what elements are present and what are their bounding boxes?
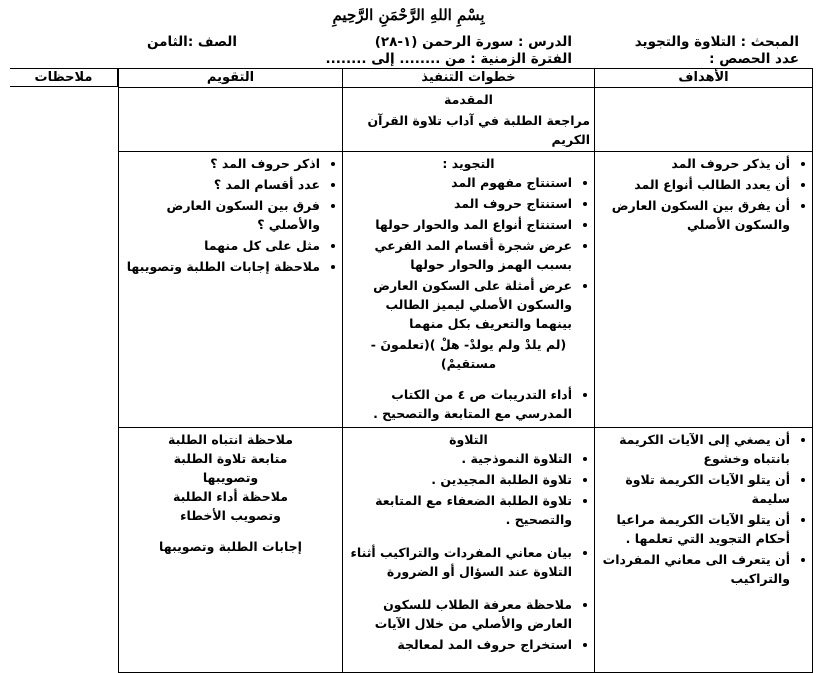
list-item: • أن يذكر حروف المد: [599, 154, 790, 173]
recitation-steps-cell: [343, 428, 595, 673]
lesson-label: الدرس : سورة الرحمن (١-٢٨): [374, 34, 572, 50]
steps-header: خطوات التنفيذ: [343, 69, 595, 88]
list-item: • استخراج حروف المد لمعالجة: [347, 635, 572, 654]
notes-column: [10, 68, 118, 87]
lesson-table: [118, 68, 813, 673]
list-item: • اذكر حروف المد ؟: [123, 154, 320, 173]
recitation-row: [119, 428, 813, 673]
list-item: • أن يعدد الطالب أنواع المد: [599, 175, 790, 194]
intro-row: [119, 88, 813, 152]
list-item: • استنتاج مفهوم المد: [347, 173, 572, 192]
tajweed-objectives-cell: [595, 152, 813, 428]
tajweed-row: [119, 152, 813, 428]
evaluation-line: وتصويب الأخطاء: [180, 508, 281, 523]
list-item: • عرض أمثلة على السكون العارض والسكون الأصلي ليميز الطالب بينهما والتعريف بكل منهما: [347, 276, 572, 333]
intro-text: مراجعة الطلبة في آداب تلاوة القرآن الكريم: [367, 113, 590, 147]
list-item: • أن يصغي إلى الآيات الكريمة بانتباه وخشوع: [599, 430, 790, 468]
notes-header: ملاحظات: [10, 68, 118, 87]
list-item: • أن يتلو الآيات الكريمة تلاوة سليمة: [599, 470, 790, 508]
list-item: • أداء التدريبات ص ٤ من الكتاب المدرسي مع المتابعة والتصحيح .: [347, 385, 572, 423]
tajweed-example: (لم يلدْ ولم يولدْ- هلْ )(تعلمونَ - مستقيمْ): [370, 337, 567, 371]
list-item: • بيان معاني المفردات والتراكيب أثناء التلاوة عند السؤال أو الضرورة: [347, 543, 572, 581]
list-item: • تلاوة الطلبة المجيدين .: [347, 470, 572, 489]
subject-label: المبحث : التلاوة والتجويد: [634, 34, 799, 50]
list-item: • تلاوة الطلبة الضعفاء مع المتابعة والتصحيح .: [347, 491, 572, 529]
evaluation-line: ملاحظة انتباه الطلبة: [168, 432, 293, 447]
tajweed-steps-cell: [343, 152, 595, 428]
list-item: • عرض شجرة أقسام المد الفرعي بسبب الهمز والحوار حولها: [347, 236, 572, 274]
evaluation-line: وتصويبها: [202, 470, 259, 485]
recitation-title: التلاوة: [449, 432, 488, 447]
sessions-label: عدد الحصص :: [709, 51, 799, 67]
intro-evaluation-cell: [119, 88, 343, 152]
tajweed-evaluation-cell: [119, 152, 343, 428]
list-item: • استنتاج حروف المد: [347, 194, 572, 213]
list-item: • استنتاج أنواع المد والحوار حولها: [347, 215, 572, 234]
list-item: • عدد أقسام المد ؟: [123, 175, 320, 194]
intro-title: المقدمة: [444, 92, 493, 107]
evaluation-header: التقويم: [119, 69, 343, 88]
tajweed-title: التجويد :: [442, 156, 495, 171]
basmala: بِسْمِ اللهِ الرَّحْمَنِ الرَّحِيمِ: [332, 6, 485, 24]
list-item: • فرق بين السكون العارض والأصلي ؟: [123, 196, 320, 234]
grade-label: الصف :الثامن: [147, 34, 237, 50]
list-item: • التلاوة النموذجية .: [347, 449, 572, 468]
recitation-objectives-cell: [595, 428, 813, 673]
list-item: • مثل على كل منهما: [123, 236, 320, 255]
objectives-header: الأهداف: [595, 69, 813, 88]
recitation-evaluation-cell: [119, 428, 343, 673]
period-label: الفترة الزمنية : من ........ إلى ........: [325, 51, 572, 67]
evaluation-line: متابعة تلاوة الطلبة: [173, 451, 288, 466]
list-item: • ملاحظة إجابات الطلبة وتصويبها: [123, 257, 320, 276]
evaluation-line: ملاحظة أداء الطلبة: [172, 489, 288, 504]
list-item: • أن يتلو الآيات الكريمة مراعيا أحكام التجويد التي تعلمها .: [599, 510, 790, 548]
intro-objectives-cell: [595, 88, 813, 152]
intro-steps-cell: [343, 88, 595, 152]
list-item: • ملاحظة معرفة الطلاب للسكون العارض والأصلي من خلال الآيات: [347, 595, 572, 633]
evaluation-line: إجابات الطلبة وتصويبها: [159, 539, 302, 554]
list-item: • أن يفرق بين السكون العارض والسكون الأصلي: [599, 196, 790, 234]
table-header-row: [119, 69, 813, 88]
list-item: • أن يتعرف الى معاني المفردات والتراكيب: [599, 550, 790, 588]
